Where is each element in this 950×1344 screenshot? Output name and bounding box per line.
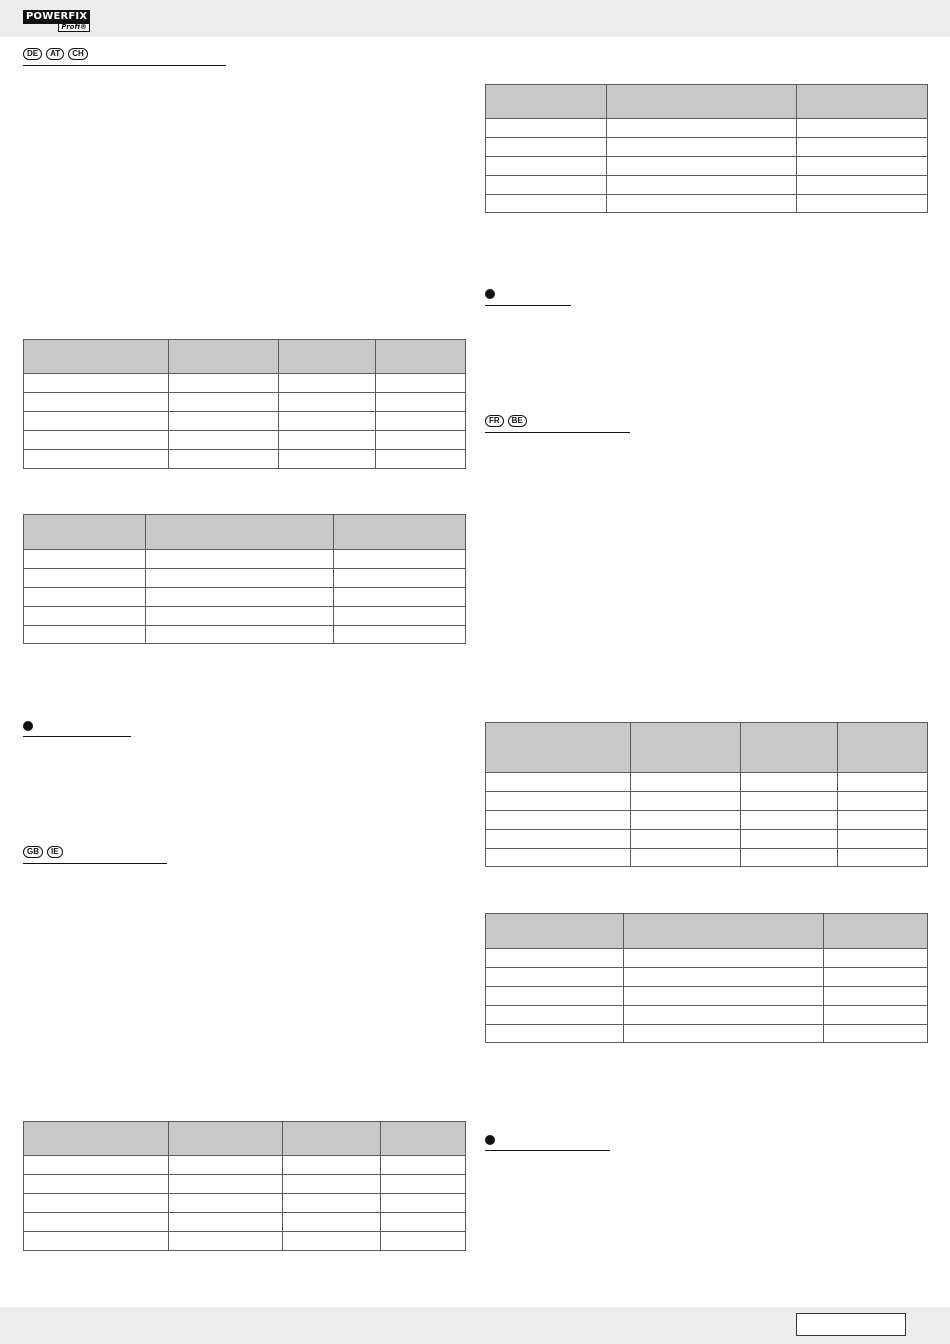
table-header-cell xyxy=(380,1122,465,1156)
table-header-cell xyxy=(169,340,278,374)
table-row xyxy=(24,1156,466,1175)
table-header-cell xyxy=(24,340,169,374)
section-underline xyxy=(23,65,226,66)
table-row xyxy=(24,1232,466,1251)
table-row xyxy=(486,811,928,830)
bullet-icon xyxy=(485,289,495,299)
table-row xyxy=(24,607,466,626)
table-row xyxy=(486,830,928,849)
section-underline xyxy=(23,736,131,737)
table-row xyxy=(486,949,928,968)
table-row xyxy=(486,138,928,157)
table-row xyxy=(24,450,466,469)
table-row xyxy=(24,550,466,569)
section-underline xyxy=(485,432,630,433)
table-row xyxy=(486,849,928,867)
logo-subtitle: Profi® xyxy=(58,23,90,32)
table-header-cell xyxy=(624,914,823,949)
table-header-cell xyxy=(169,1122,282,1156)
table-header-cell xyxy=(278,340,375,374)
section-underline xyxy=(485,305,571,306)
table-row xyxy=(486,1006,928,1025)
country-badge-fr: FR xyxy=(485,415,504,427)
table-5 xyxy=(485,722,928,867)
table-row xyxy=(24,1175,466,1194)
table-header-cell xyxy=(375,340,465,374)
powerfix-logo xyxy=(23,10,90,33)
country-badge-ch: CH xyxy=(68,48,88,60)
country-badge-de: DE xyxy=(23,48,42,60)
section-underline xyxy=(23,863,167,864)
country-flags-de xyxy=(23,48,88,62)
table-header-cell xyxy=(837,723,927,773)
table-row xyxy=(24,393,466,412)
table-row xyxy=(486,195,928,213)
country-flags-gb xyxy=(23,846,63,860)
table-header-cell xyxy=(607,85,796,119)
table-3 xyxy=(23,1121,466,1251)
country-flags-fr xyxy=(485,415,527,429)
table-header-cell xyxy=(631,723,740,773)
table-row xyxy=(486,157,928,176)
table-row xyxy=(24,626,466,644)
table-header-cell xyxy=(24,1122,169,1156)
table-row xyxy=(24,588,466,607)
table-1 xyxy=(23,339,466,469)
table-header-cell xyxy=(282,1122,380,1156)
table-header-cell xyxy=(796,85,927,119)
table-header-cell xyxy=(24,515,146,550)
country-badge-ie: IE xyxy=(47,846,63,858)
table-row xyxy=(24,412,466,431)
table-row xyxy=(486,176,928,195)
table-row xyxy=(486,968,928,987)
table-header-cell xyxy=(740,723,837,773)
page-header-band xyxy=(0,0,950,37)
table-header-cell xyxy=(823,914,927,949)
table-header-cell xyxy=(486,914,624,949)
table-header-cell xyxy=(486,723,631,773)
section-underline xyxy=(485,1150,610,1151)
table-6 xyxy=(485,913,928,1043)
bullet-icon xyxy=(485,1135,495,1145)
page-number-box xyxy=(796,1313,906,1336)
logo-wordmark: POWERFIX xyxy=(23,10,90,24)
table-row xyxy=(486,773,928,792)
table-row xyxy=(486,1025,928,1043)
table-row xyxy=(24,431,466,450)
table-row xyxy=(24,1194,466,1213)
table-row xyxy=(24,569,466,588)
table-4 xyxy=(485,84,928,213)
table-header-cell xyxy=(333,515,465,550)
table-row xyxy=(486,119,928,138)
bullet-icon xyxy=(23,721,33,731)
table-row xyxy=(24,1213,466,1232)
table-header-cell xyxy=(486,85,607,119)
table-header-cell xyxy=(146,515,333,550)
country-badge-gb: GB xyxy=(23,846,43,858)
table-2 xyxy=(23,514,466,644)
table-row xyxy=(486,792,928,811)
table-row xyxy=(486,987,928,1006)
table-row xyxy=(24,374,466,393)
country-badge-at: AT xyxy=(46,48,64,60)
country-badge-be: BE xyxy=(508,415,527,427)
